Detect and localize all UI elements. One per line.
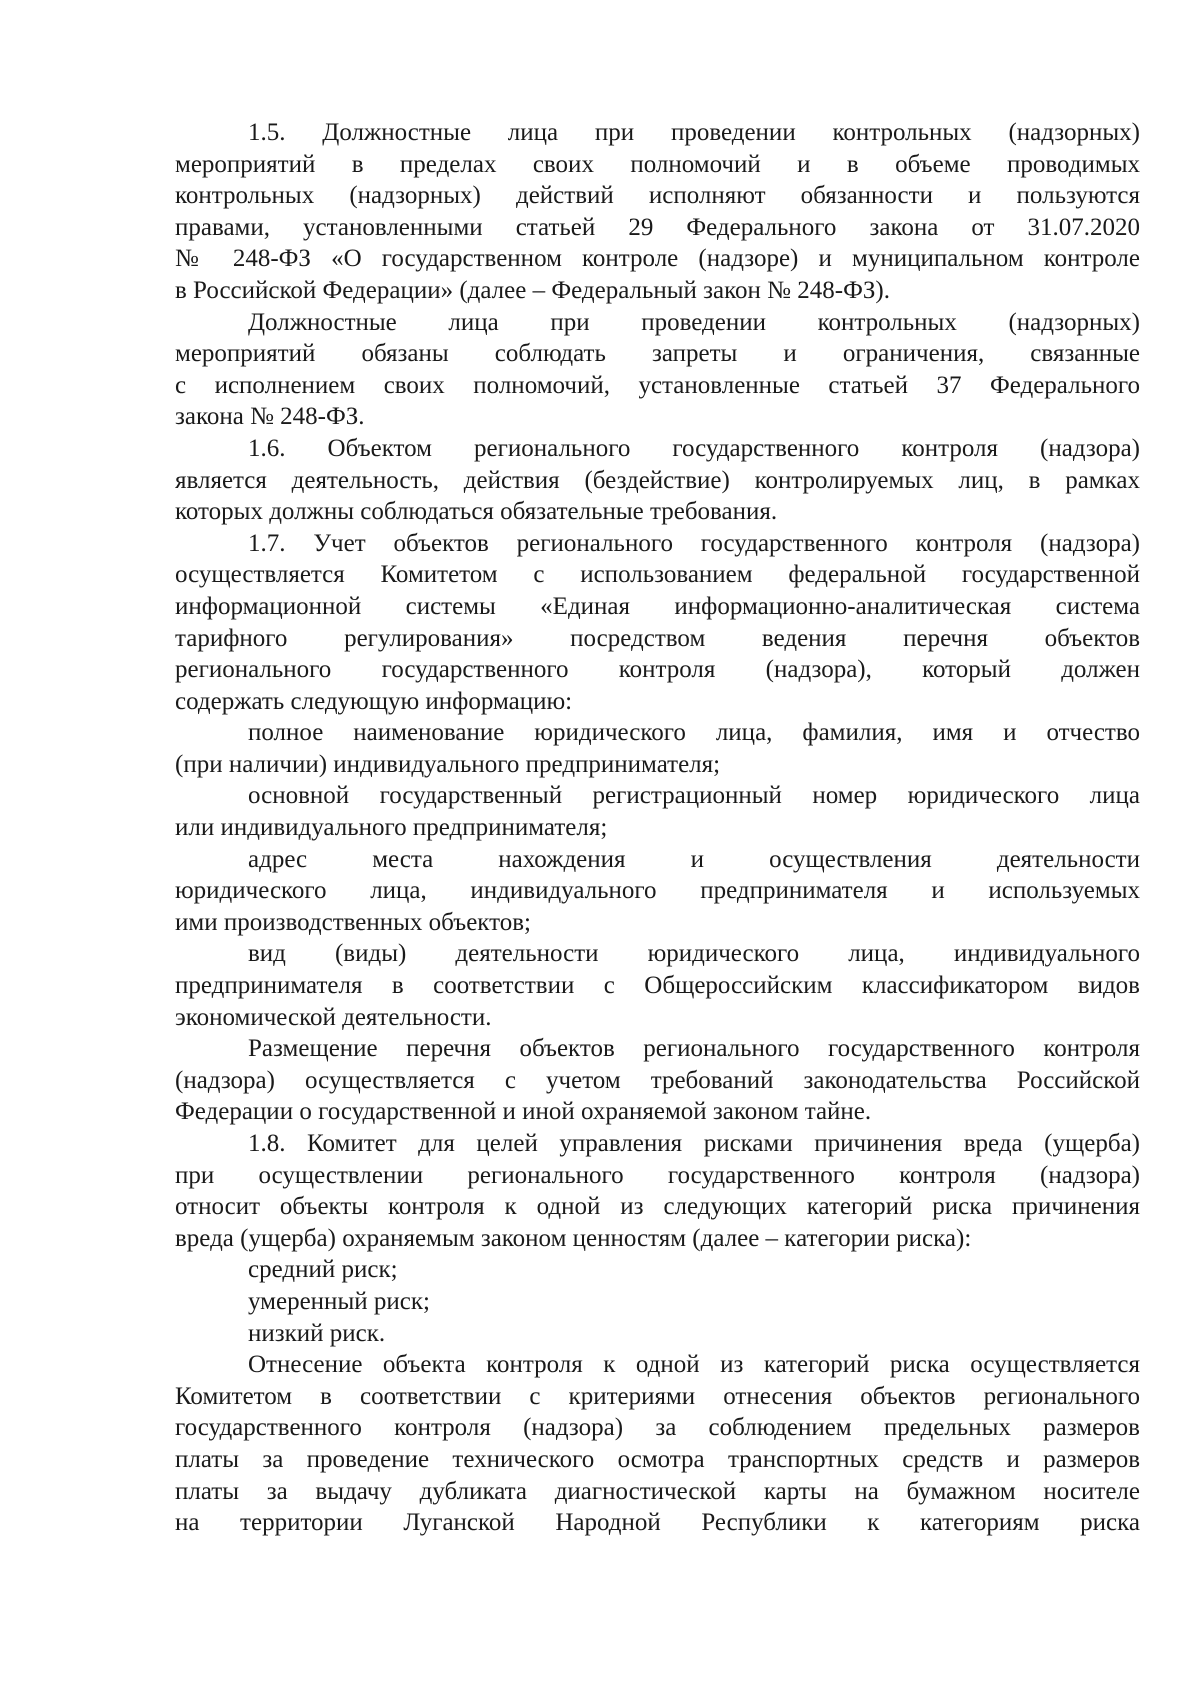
text-line: правами, установленными статьей 29 Федерального закона от 31.07.2020 bbox=[175, 213, 1140, 241]
text-line: которых должны соблюдаться обязательные требования. bbox=[175, 498, 778, 526]
text-line: Отнесение объекта контроля к одной из категорий риска осуществляется bbox=[248, 1351, 1140, 1379]
text-line: 1.5. Должностные лица при проведении контрольных (надзорных) bbox=[248, 119, 1140, 146]
text-line: мероприятий обязаны соблюдать запреты и ограничения, связанные bbox=[175, 340, 1140, 368]
text-line: умеренный риск; bbox=[248, 1287, 430, 1315]
text-line: вид (виды) деятельности юридического лица, индивидуального bbox=[248, 940, 1140, 968]
text-line: вреда (ущерба) охраняемым законом ценностям (далее – категории риска): bbox=[175, 1224, 972, 1252]
list-item-low-risk bbox=[175, 1318, 1140, 1350]
text-line: относит объекты контроля к одной из следующих категорий риска причинения bbox=[175, 1193, 1140, 1221]
text-line: в Российской Федерации» (далее – Федеральный закон № 248-ФЗ). bbox=[175, 276, 890, 304]
text-line: на территории Луганской Народной Республики к категориям риска bbox=[175, 1509, 1140, 1537]
text-line: 1.6. Объектом регионального государственного контроля (надзора) bbox=[248, 434, 1140, 462]
text-line: низкий риск. bbox=[248, 1319, 386, 1347]
text-line: адрес места нахождения и осуществления деятельности bbox=[248, 845, 1140, 873]
list-item-full-name bbox=[175, 717, 1140, 780]
text-line: мероприятий в пределах своих полномочий и в объеме проводимых bbox=[175, 150, 1140, 178]
text-line: осуществляется Комитетом с использованием федеральной государственной bbox=[175, 561, 1140, 589]
text-line: (при наличии) индивидуального предпринимателя; bbox=[175, 750, 721, 778]
text-line: Размещение перечня объектов регионального государственного контроля bbox=[248, 1035, 1140, 1063]
text-line: предпринимателя в соответствии с Общероссийским классификатором видов bbox=[175, 972, 1140, 1000]
text-line: закона № 248-ФЗ. bbox=[175, 403, 365, 431]
text-line: (надзора) осуществляется с учетом требований законодательства Российской bbox=[175, 1066, 1140, 1094]
text-line: полное наименование юридического лица, фамилия, имя и отчество bbox=[248, 719, 1140, 747]
text-line: Комитетом в соответствии с критериями отнесения объектов регионального bbox=[175, 1382, 1140, 1410]
text-line: содержать следующую информацию: bbox=[175, 687, 573, 715]
text-line: регионального государственного контроля (надзора), который должен bbox=[175, 656, 1140, 684]
text-line: с исполнением своих полномочий, установленные статьей 37 Федерального bbox=[175, 371, 1140, 399]
text-line: юридического лица, индивидуального предпринимателя и используемых bbox=[175, 877, 1140, 905]
paragraph-risk-assignment bbox=[175, 1349, 1140, 1539]
list-item-moderate-risk bbox=[175, 1286, 1140, 1318]
list-item-address bbox=[175, 844, 1140, 939]
text-line: или индивидуального предпринимателя; bbox=[175, 814, 608, 842]
list-item-activity-type bbox=[175, 938, 1140, 1033]
text-line: тарифного регулирования» посредством ведения перечня объектов bbox=[175, 624, 1140, 652]
list-item-ogrn bbox=[175, 780, 1140, 843]
text-line: информационной системы «Единая информационно-аналитическая система bbox=[175, 592, 1140, 620]
text-line: является деятельность, действия (бездействие) контролируемых лиц, в рамках bbox=[175, 466, 1140, 494]
text-line: государственного контроля (надзора) за соблюдением предельных размеров bbox=[175, 1414, 1140, 1442]
text-line: при осуществлении регионального государственного контроля (надзора) bbox=[175, 1161, 1140, 1189]
paragraph-1-5 bbox=[175, 117, 1140, 307]
text-line: средний риск; bbox=[248, 1256, 398, 1284]
text-line: 1.8. Комитет для целей управления рисками причинения вреда (ущерба) bbox=[248, 1130, 1140, 1157]
text-line: контрольных (надзорных) действий исполняют обязанности и пользуются bbox=[175, 182, 1140, 210]
text-line: основной государственный регистрационный номер юридического лица bbox=[248, 782, 1140, 810]
paragraph-1-6 bbox=[175, 433, 1140, 528]
text-line: экономической деятельности. bbox=[175, 1003, 492, 1031]
paragraph-list-publication bbox=[175, 1033, 1140, 1128]
paragraph-1-8 bbox=[175, 1128, 1140, 1254]
text-line: № 248-ФЗ «О государственном контроле (надзоре) и муниципальном контроле bbox=[175, 245, 1140, 273]
document-body bbox=[175, 117, 1140, 1539]
text-line: платы за выдачу дубликата диагностической карты на бумажном носителе bbox=[175, 1477, 1140, 1505]
text-line: Федерации о государственной и иной охраняемой законом тайне. bbox=[175, 1098, 872, 1126]
text-line: 1.7. Учет объектов регионального государственного контроля (надзора) bbox=[248, 529, 1140, 557]
paragraph-1-7 bbox=[175, 528, 1140, 718]
text-line: Должностные лица при проведении контрольных (надзорных) bbox=[248, 308, 1140, 336]
list-item-medium-risk bbox=[175, 1254, 1140, 1286]
text-line: ими производственных объектов; bbox=[175, 908, 531, 936]
paragraph-officials-restrictions bbox=[175, 307, 1140, 433]
text-line: платы за проведение технического осмотра транспортных средств и размеров bbox=[175, 1445, 1140, 1473]
